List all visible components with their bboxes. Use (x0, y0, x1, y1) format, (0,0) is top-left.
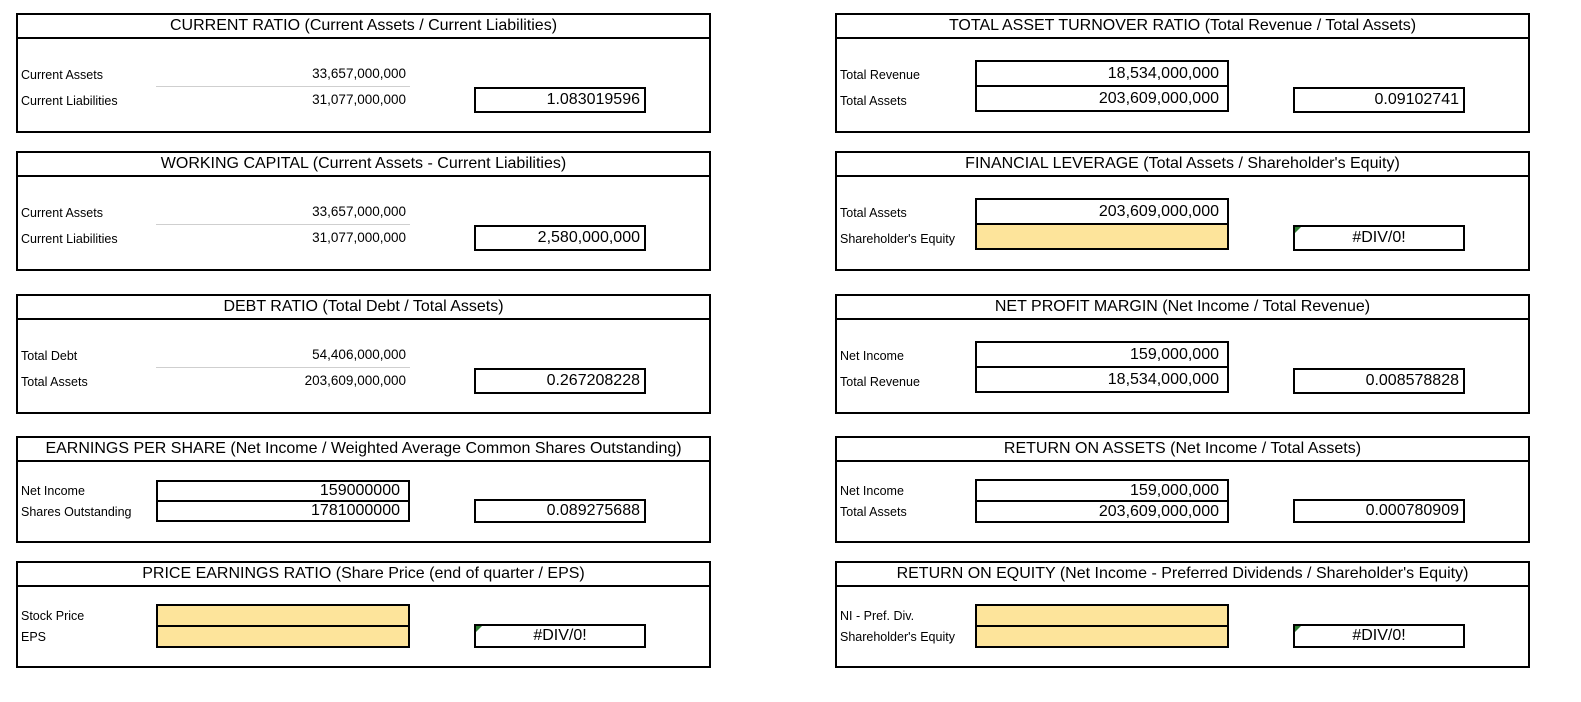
net-income-cell[interactable]: 159,000,000 (975, 479, 1229, 502)
current-liabilities-label: Current Liabilities (21, 94, 118, 108)
ni-pref-div-input-cell[interactable] (975, 604, 1229, 627)
total-assets-cell[interactable]: 203,609,000,000 (975, 500, 1229, 523)
return-on-equity-panel (835, 561, 1530, 668)
net-profit-margin-panel (835, 294, 1530, 414)
earnings-per-share-panel (16, 436, 711, 543)
current-assets-label: Current Assets (21, 206, 103, 220)
shares-outstanding-cell[interactable]: 1781000000 (156, 500, 410, 522)
panel-title: FINANCIAL LEVERAGE (Total Assets / Shareholder's Equity) (837, 153, 1528, 177)
current-liabilities-value[interactable]: 31,077,000,000 (312, 92, 406, 107)
current-liabilities-label: Current Liabilities (21, 232, 118, 246)
panel-title: EARNINGS PER SHARE (Net Income / Weighted Average Common Shares Outstanding) (18, 438, 709, 462)
total-revenue-label: Total Revenue (840, 68, 920, 82)
result-cell[interactable]: 0.267208228 (474, 368, 646, 394)
price-earnings-ratio-panel (16, 561, 711, 668)
result-cell[interactable]: 1.083019596 (474, 87, 646, 113)
total-assets-label: Total Assets (840, 206, 907, 220)
stock-price-label: Stock Price (21, 609, 85, 623)
total-assets-cell[interactable]: 203,609,000,000 (975, 198, 1229, 225)
net-income-label: Net Income (840, 349, 904, 363)
result-cell[interactable] (1293, 225, 1465, 251)
error-flag-icon (1295, 227, 1301, 233)
eps-input-cell[interactable] (156, 625, 410, 648)
total-assets-value[interactable]: 203,609,000,000 (304, 373, 406, 388)
result-cell[interactable]: 0.09102741 (1293, 87, 1465, 113)
total-assets-label: Total Assets (840, 505, 907, 519)
total-revenue-label: Total Revenue (840, 375, 920, 389)
panel-title: WORKING CAPITAL (Current Assets - Current Liabilities) (18, 153, 709, 177)
row-divider (156, 224, 410, 225)
working-capital-panel (16, 151, 711, 271)
current-ratio-panel (16, 13, 711, 133)
total-assets-label: Total Assets (21, 375, 88, 389)
net-income-label: Net Income (840, 484, 904, 498)
total-debt-label: Total Debt (21, 349, 78, 363)
shareholders-equity-label: Shareholder's Equity (840, 630, 955, 644)
result-error-text: #DIV/0! (1352, 229, 1406, 246)
panel-title: NET PROFIT MARGIN (Net Income / Total Revenue) (837, 296, 1528, 320)
panel-title: CURRENT RATIO (Current Assets / Current Liabilities) (18, 15, 709, 39)
current-liabilities-value[interactable]: 31,077,000,000 (312, 230, 406, 245)
result-cell[interactable]: 0.008578828 (1293, 368, 1465, 394)
total-revenue-cell[interactable]: 18,534,000,000 (975, 60, 1229, 87)
total-assets-label: Total Assets (840, 94, 907, 108)
shareholders-equity-label: Shareholder's Equity (840, 232, 955, 246)
result-cell[interactable] (474, 624, 646, 648)
total-asset-turnover-panel (835, 13, 1530, 133)
result-cell[interactable]: 0.000780909 (1293, 499, 1465, 523)
shareholders-equity-input-cell[interactable] (975, 625, 1229, 648)
total-assets-cell[interactable]: 203,609,000,000 (975, 85, 1229, 112)
panel-title: PRICE EARNINGS RATIO (Share Price (end of quarter / EPS) (18, 563, 709, 587)
current-assets-value[interactable]: 33,657,000,000 (312, 204, 406, 219)
current-assets-label: Current Assets (21, 68, 103, 82)
shareholders-equity-input-cell[interactable] (975, 223, 1229, 250)
panel-title: DEBT RATIO (Total Debt / Total Assets) (18, 296, 709, 320)
net-income-label: Net Income (21, 484, 85, 498)
panel-title: RETURN ON ASSETS (Net Income / Total Assets) (837, 438, 1528, 462)
return-on-assets-panel (835, 436, 1530, 543)
result-error-text: #DIV/0! (533, 627, 587, 644)
result-error-text: #DIV/0! (1352, 627, 1406, 644)
result-cell[interactable] (1293, 624, 1465, 648)
shares-outstanding-label: Shares Outstanding (21, 505, 132, 519)
total-revenue-cell[interactable]: 18,534,000,000 (975, 366, 1229, 393)
financial-leverage-panel (835, 151, 1530, 271)
result-cell[interactable]: 2,580,000,000 (474, 225, 646, 251)
error-flag-icon (476, 626, 482, 632)
error-flag-icon (1295, 626, 1301, 632)
eps-label: EPS (21, 630, 47, 644)
net-income-cell[interactable]: 159000000 (156, 480, 410, 502)
row-divider (156, 367, 410, 368)
result-cell[interactable]: 0.089275688 (474, 499, 646, 523)
debt-ratio-panel (16, 294, 711, 414)
total-debt-value[interactable]: 54,406,000,000 (312, 347, 406, 362)
net-income-cell[interactable]: 159,000,000 (975, 341, 1229, 368)
panel-title: RETURN ON EQUITY (Net Income - Preferred Dividends / Shareholder's Equity) (837, 563, 1528, 587)
stock-price-input-cell[interactable] (156, 604, 410, 627)
row-divider (156, 86, 410, 87)
current-assets-value[interactable]: 33,657,000,000 (312, 66, 406, 81)
ni-pref-div-label: NI - Pref. Div. (840, 609, 915, 623)
panel-title: TOTAL ASSET TURNOVER RATIO (Total Revenue / Total Assets) (837, 15, 1528, 39)
